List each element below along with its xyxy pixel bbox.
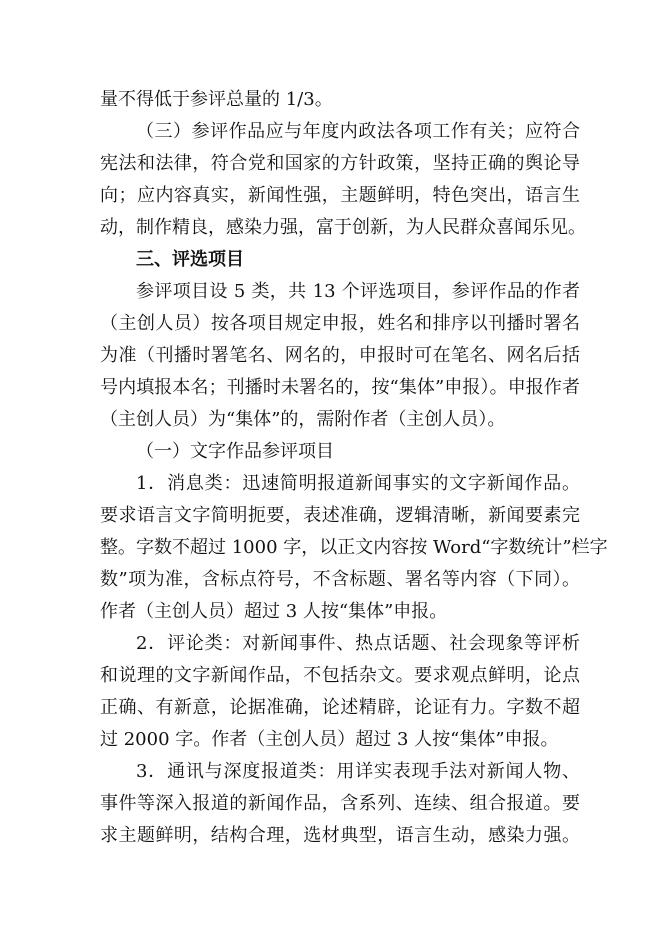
text-line: 求主题鲜明，结构合理，选材典型，语言生动，感染力强。	[100, 825, 580, 846]
text-line: 作者（主创人员）超过 3 人按“集体”申报。	[100, 601, 448, 622]
text-line: 3．通讯与深度报道类：用详实表现手法对新闻人物、	[136, 761, 580, 782]
text-line: 1．消息类：迅速简明报道新闻事实的文字新闻作品。	[136, 473, 580, 494]
text-line: 动，制作精良，感染力强，富于创新，为人民群众喜闻乐见。	[100, 217, 586, 238]
text-line: 和说理的文字新闻作品，不包括杂文。要求观点鲜明，论点	[100, 665, 580, 686]
text-line: 宪法和法律，符合党和国家的方针政策，坚持正确的舆论导	[100, 153, 580, 174]
text-line: 号内填报本名；刊播时未署名的，按“集体”申报）。申报作者	[100, 377, 580, 398]
text-line: 整。字数不超过 1000 字，以正文内容按 Word“字数统计”栏字	[100, 537, 608, 558]
text-line: 数”项为准，含标点符号，不含标题、署名等内容（下同）。	[100, 569, 580, 590]
text-line: （三）参评作品应与年度内政法各项工作有关；应符合	[136, 121, 580, 142]
text-line: （主创人员）为“集体”的，需附作者（主创人员）。	[100, 409, 506, 430]
text-line: 过 2000 字。作者（主创人员）超过 3 人按“集体”申报。	[100, 729, 559, 750]
text-line: （主创人员）按各项目规定申报，姓名和排序以刊播时署名	[100, 313, 580, 334]
section-heading: 三、评选项目	[136, 249, 244, 270]
subsection-heading: （一）文字作品参评项目	[136, 441, 334, 462]
text-line: 正确、有新意，论据准确，论述精辟，论证有力。字数不超	[100, 697, 580, 718]
text-line: 参评项目设 5 类，共 13 个评选项目，参评作品的作者	[136, 281, 580, 302]
text-line: 2．评论类：对新闻事件、热点话题、社会现象等评析	[136, 633, 580, 654]
text-line: 量不得低于参评总量的 1/3。	[100, 89, 333, 110]
text-line: 为准（刊播时署笔名、网名的，申报时可在笔名、网名后括	[100, 345, 580, 366]
text-line: 向；应内容真实，新闻性强，主题鲜明，特色突出，语言生	[100, 185, 580, 206]
text-line: 事件等深入报道的新闻作品，含系列、连续、组合报道。要	[100, 793, 580, 814]
text-line: 要求语言文字简明扼要，表述准确，逻辑清晰，新闻要素完	[100, 505, 580, 526]
